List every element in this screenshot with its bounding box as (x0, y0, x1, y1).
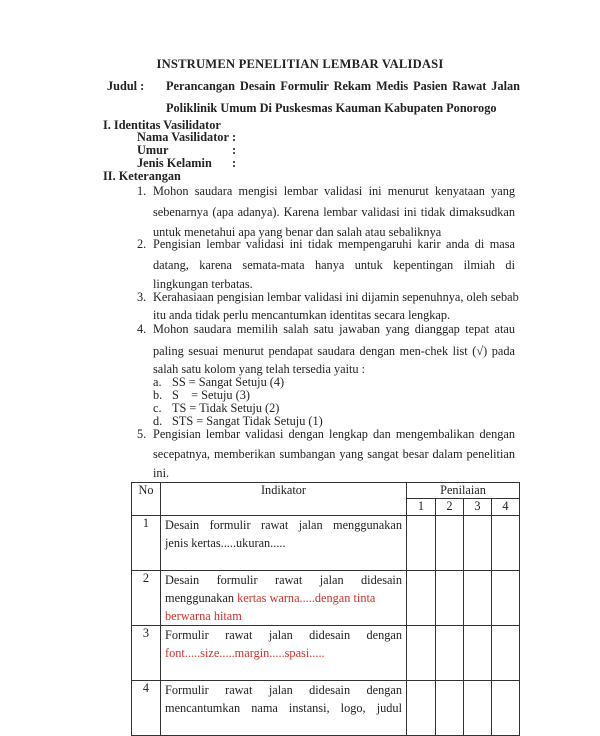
item-5-line-1: Pengisian lembar validasi dengan lengkap dan mengembalikan dengan (153, 427, 515, 441)
item-4-number: 4. (137, 322, 147, 336)
header-score-4: 4 (492, 499, 520, 515)
option-a-text: SS = Sangat Setuju (4) (172, 375, 285, 389)
row-number: 4 (132, 680, 161, 735)
indicator-cell (161, 570, 407, 625)
score-cell-4[interactable] (492, 515, 520, 570)
indicator-line-3 (165, 662, 402, 680)
indicator-text-red: font.....size.....margin.....spasi..... (165, 645, 325, 660)
section-identitas-heading: I. Identitas Vasilidator (103, 118, 221, 132)
option-c-text: TS = Tidak Setuju (2) (172, 401, 280, 415)
score-cell-3[interactable] (464, 625, 492, 680)
header-no: No (132, 483, 161, 516)
indicator-line-3 (165, 552, 402, 570)
field-label-jenis-kelamin: Jenis Kelamin (137, 156, 212, 170)
item-5-line-2: secepatnya, memberikan sumbangan yang sangat besar dalam penelitian (153, 447, 515, 461)
item-5-line-3: ini. (153, 466, 170, 480)
indicator-line-2 (165, 534, 402, 552)
field-label-nama: Nama Vasilidator (137, 130, 229, 144)
score-cell-2[interactable] (436, 680, 464, 735)
indicator-line-1: Desain formulir rawat jalan didesain (165, 572, 402, 587)
indicator-cell (161, 515, 407, 570)
table-row (132, 625, 520, 680)
header-penilaian: Penilaian (407, 483, 520, 499)
item-3-line-2: itu anda tidak perlu mencantumkan identitas secara lengkap. (153, 308, 451, 322)
indicator-line-2 (165, 589, 402, 607)
option-a-letter: a. (153, 375, 162, 389)
judul-label: Judul : (107, 79, 145, 93)
indicator-text-plain: mencantumkan nama instansi, logo, judul (165, 700, 402, 715)
indicator-line-3 (165, 717, 402, 735)
indicator-text-plain: jenis kertas.....ukuran..... (165, 535, 286, 550)
validation-table (131, 482, 520, 736)
score-cell-2[interactable] (436, 570, 464, 625)
score-cell-1[interactable] (407, 570, 436, 625)
item-4-line-1: Mohon saudara memilih salah satu jawaban yang dianggap tepat atau (153, 322, 515, 336)
item-5-number: 5. (137, 427, 147, 441)
table-row (132, 570, 520, 625)
section-keterangan-heading: II. Keterangan (103, 169, 181, 183)
item-1-number: 1. (137, 184, 147, 198)
table-row (132, 515, 520, 570)
indicator-line-2 (165, 644, 402, 662)
item-1-line-3: untuk menetahui apa yang benar dan salah atau sebaliknya (153, 225, 442, 239)
document-title: INSTRUMEN PENELITIAN LEMBAR VALIDASI (156, 57, 444, 71)
option-b-letter: b. (153, 388, 163, 402)
field-label-umur: Umur (137, 143, 169, 157)
option-c-letter: c. (153, 401, 162, 415)
row-number: 2 (132, 570, 161, 625)
item-1-line-1: Mohon saudara mengisi lembar validasi ini menurut kenyataan yang (153, 184, 515, 198)
option-d-letter: d. (153, 414, 163, 428)
field-colon-jenis-kelamin: : (232, 156, 237, 170)
field-colon-nama: : (232, 130, 237, 144)
item-3-number: 3. (137, 290, 147, 304)
judul-line-1: Perancangan Desain Formulir Rekam Medis Pasien Rawat Jalan (166, 79, 520, 93)
score-cell-4[interactable] (492, 570, 520, 625)
item-1-line-2: sebenarnya (apa adanya). Karena lembar validasi ini tidak dimaksudkan (153, 205, 515, 219)
score-cell-4[interactable] (492, 680, 520, 735)
item-2-number: 2. (137, 237, 147, 251)
header-score-1: 1 (407, 499, 436, 515)
header-score-3: 3 (464, 499, 492, 515)
item-2-line-2: datang, karena semata-mata hanya untuk kepentingan ilmiah di (153, 258, 515, 272)
indicator-cell (161, 680, 407, 735)
indicator-line-3: berwarna hitam (165, 608, 242, 623)
score-cell-1[interactable] (407, 680, 436, 735)
row-number: 1 (132, 515, 161, 570)
indicator-line-2 (165, 699, 402, 717)
judul-line-2: Poliklinik Umum Di Puskesmas Kauman Kabupaten Ponorogo (166, 101, 497, 115)
score-cell-4[interactable] (492, 625, 520, 680)
header-indikator: Indikator (161, 483, 407, 516)
option-d-text: STS = Sangat Tidak Setuju (1) (172, 414, 323, 428)
item-2-line-1: Pengisian lembar validasi ini tidak mempengaruhi karir anda di masa (153, 237, 515, 251)
score-cell-2[interactable] (436, 625, 464, 680)
item-2-line-3: lingkungan terbatas. (153, 277, 253, 291)
option-b-text: S = Setuju (3) (172, 388, 250, 402)
score-cell-1[interactable] (407, 625, 436, 680)
indicator-line-1: Formulir rawat jalan didesain dengan (165, 682, 402, 697)
score-cell-2[interactable] (436, 515, 464, 570)
item-4-line-3: salah satu kolom yang telah tersedia yaitu : (153, 362, 366, 376)
field-colon-umur: : (232, 143, 237, 157)
score-cell-3[interactable] (464, 570, 492, 625)
score-cell-3[interactable] (464, 680, 492, 735)
score-cell-1[interactable] (407, 515, 436, 570)
item-3-line-1: Kerahasiaan pengisian lembar validasi ini dijamin sepenuhnya, oleh sebab (153, 290, 519, 304)
indicator-text-red: kertas warna.....dengan tinta (237, 590, 376, 605)
row-number: 3 (132, 625, 161, 680)
indicator-cell (161, 625, 407, 680)
item-4-line-2: paling sesuai menurut pendapat saudara dengan men-chek list (√) pada (153, 344, 515, 358)
indicator-line-1: Desain formulir rawat jalan menggunakan (165, 517, 402, 532)
indicator-text-plain: menggunakan (165, 590, 238, 605)
table-row (132, 680, 520, 735)
header-score-2: 2 (436, 499, 464, 515)
indicator-line-1: Formulir rawat jalan didesain dengan (165, 627, 402, 642)
score-cell-3[interactable] (464, 515, 492, 570)
